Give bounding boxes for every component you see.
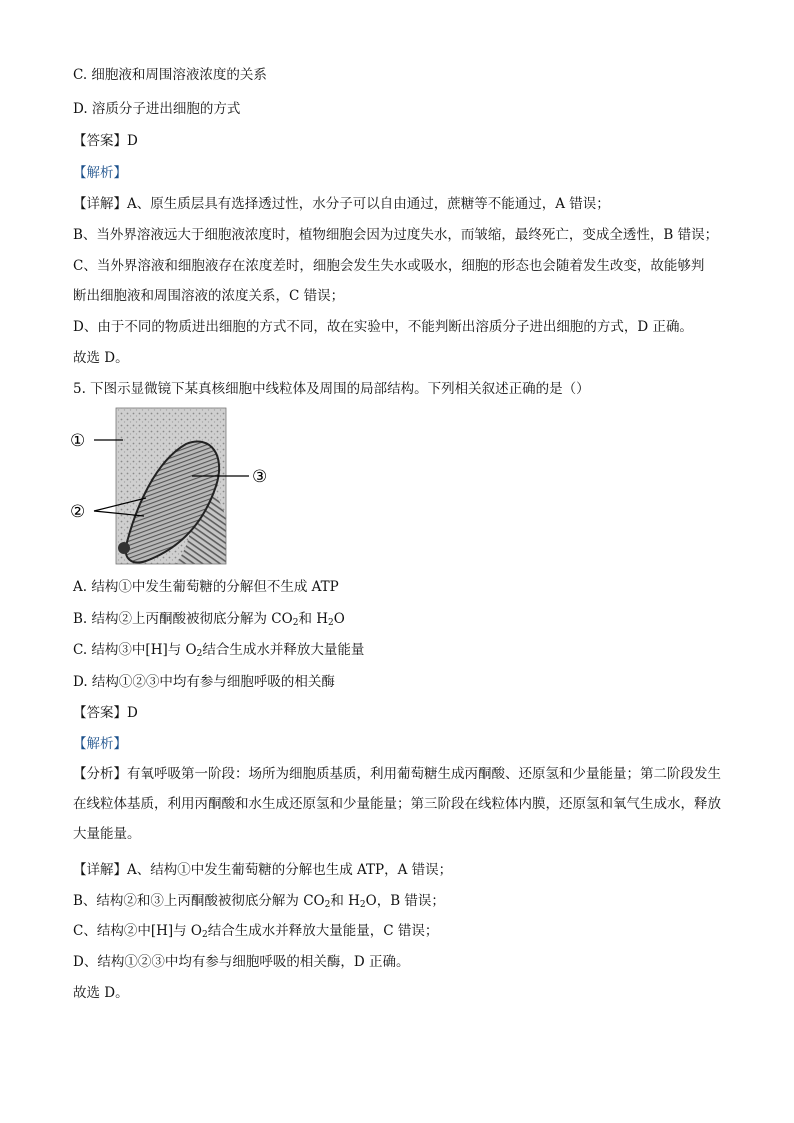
q5-detail-b: [73, 892, 445, 914]
subscript: 2: [324, 900, 331, 910]
q4-detail-c-line1: C、当外界溶液和细胞液存在浓度差时，细胞会发生失水或吸水，细胞的形态也会随着发生改变，故能够判: [73, 258, 705, 274]
q5-detail-c: [73, 922, 438, 944]
q5-detail-c-text: C、结构②中[H]与 O: [73, 923, 202, 939]
subscript: 2: [328, 618, 334, 628]
q4-detail-b: B、当外界溶液远大于细胞液浓度时，植物细胞会因为过度失水，而皱缩，最终死亡，变成全透性，B 错误；: [73, 227, 719, 243]
q5-detail-b-text: O，B 错误；: [365, 893, 445, 909]
subscript: 2: [202, 930, 208, 940]
dark-granule: [118, 542, 130, 554]
q5-option-c: [73, 641, 364, 663]
q5-option-c-text: 结合生成水并释放大量能量: [202, 642, 365, 658]
q4-answer: 【答案】D: [73, 133, 138, 149]
q5-option-b-text: B. 结构②上丙酮酸被彻底分解为 CO: [73, 611, 293, 627]
figure-label-3: ③: [252, 467, 268, 487]
q5-detail-a: 【详解】A、结构①中发生葡萄糖的分解也生成 ATP，A 错误；: [73, 862, 453, 878]
subscript: 2: [292, 618, 299, 628]
q5-option-b-text: 和 H: [298, 611, 329, 627]
q5-option-c-text: C. 结构③中[H]与 O: [73, 642, 197, 658]
subscript: 2: [359, 900, 366, 910]
q5-option-b-text: O: [333, 611, 345, 627]
q4-analysis-heading: 【解析】: [73, 165, 127, 181]
q5-analysis-paragraph: 【分析】有氧呼吸第一阶段：场所为细胞质基质，利用葡萄糖生成丙酮酸、还原氢和少量能量；第二阶段发生在线粒体基质，利用丙酮酸和水生成还原氢和少量能量；第三阶段在线粒体内膜，还原氢和氧气生成水，释放大量能量。: [73, 766, 721, 842]
q5-option-b: [73, 610, 345, 632]
q5-detail-b-text: B、结构②和③上丙酮酸被彻底分解为 CO: [73, 893, 325, 909]
q4-option-c: C. 细胞液和周围溶液浓度的关系: [73, 67, 267, 83]
mitochondrion-micrograph-figure: [66, 406, 286, 566]
q5-analysis-heading: 【解析】: [73, 736, 127, 752]
q5-conclusion: 故选 D。: [73, 985, 129, 1001]
q4-detail-c-line2: 断出细胞液和周围溶液的浓度关系，C 错误；: [73, 288, 345, 304]
q5-detail-c-text: 结合生成水并释放大量能量，C 错误；: [207, 923, 439, 939]
subscript: 2: [196, 649, 203, 659]
q5-option-a: A. 结构①中发生葡萄糖的分解但不生成 ATP: [73, 579, 339, 595]
q4-detail-d: D、由于不同的物质进出细胞的方式不同，故在实验中，不能判断出溶质分子进出细胞的方式，D 正确。: [73, 319, 693, 335]
q5-option-d: D. 结构①②③中均有参与细胞呼吸的相关酶: [73, 674, 335, 690]
q4-option-d: D. 溶质分子进出细胞的方式: [73, 101, 241, 117]
q5-detail-b-text: 和 H: [330, 893, 360, 909]
figure-label-1: ①: [70, 431, 86, 451]
q5-stem: 5. 下图示显微镜下某真核细胞中线粒体及周围的局部结构。下列相关叙述正确的是（）: [73, 381, 590, 397]
figure-label-2: ②: [70, 502, 86, 522]
q4-detail-a: 【详解】A、原生质层具有选择透过性，水分子可以自由通过，蔗糖等不能通过，A 错误；: [73, 196, 610, 212]
q5-detail-d: D、结构①②③中均有参与细胞呼吸的相关酶，D 正确。: [73, 954, 410, 970]
q5-answer: 【答案】D: [73, 705, 138, 721]
q4-conclusion: 故选 D。: [73, 350, 129, 366]
